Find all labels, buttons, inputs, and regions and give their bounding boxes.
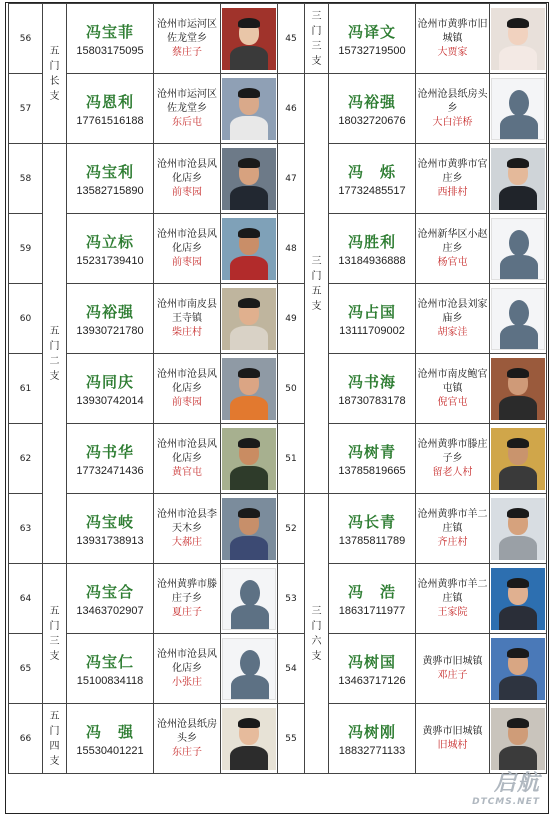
- member-name: 冯 烁: [347, 162, 396, 181]
- address-text: 沧州市沧县风化店乡: [157, 158, 217, 184]
- row-number: 46: [278, 74, 305, 144]
- phone-number: 13111709002: [339, 324, 405, 337]
- member-name: 冯宝岐: [85, 512, 134, 531]
- avatar-head-shape: [509, 230, 529, 256]
- table-row: [9, 494, 547, 564]
- address-text: 沧州市沧县风化店乡: [157, 368, 217, 394]
- member-photo: [222, 498, 276, 560]
- village-name: 夏庄子: [172, 606, 202, 618]
- row-number: 65: [9, 634, 43, 704]
- village-name: 前枣园: [172, 186, 202, 198]
- photo-hair: [507, 158, 529, 168]
- photo-cell: [490, 4, 547, 74]
- address-text: 沧州市沧县风化店乡: [157, 648, 217, 674]
- photo-hair: [238, 88, 260, 98]
- member-name: 冯宝利: [85, 162, 134, 181]
- address-text: 沧州市南皮县王寺镇: [157, 298, 217, 324]
- photo-hair: [238, 228, 260, 238]
- address-text: 沧州沧县纸房头乡: [157, 718, 217, 744]
- member-photo: [491, 708, 545, 770]
- address-cell: [154, 354, 221, 424]
- address-text: 黄骅市旧城镇: [422, 725, 483, 737]
- member-name: 冯树青: [347, 442, 396, 461]
- row-number: 61: [9, 354, 43, 424]
- photo-cell: [221, 424, 278, 494]
- watermark-subtext: DTCMS.NET: [472, 797, 540, 807]
- photo-cell: [490, 214, 547, 284]
- placeholder-avatar-icon: [222, 568, 276, 630]
- member-name: 冯树国: [347, 652, 396, 671]
- member-name: 冯占国: [347, 302, 396, 321]
- address-cell: [154, 214, 221, 284]
- branch-label: 五门二支: [49, 325, 60, 382]
- member-name: 冯 浩: [347, 582, 396, 601]
- address-cell: [416, 74, 490, 144]
- name-cell: [67, 634, 154, 704]
- avatar-shoulder-shape: [500, 325, 538, 350]
- placeholder-avatar-icon: [491, 288, 545, 350]
- village-name: 东庄子: [172, 746, 202, 758]
- village-name: 蔡庄子: [172, 46, 202, 58]
- member-photo: [491, 428, 545, 490]
- row-number: 66: [9, 704, 43, 774]
- row-number: 52: [278, 494, 305, 564]
- village-name: 倪官屯: [437, 396, 468, 408]
- name-cell: [67, 704, 154, 774]
- table-row: [9, 424, 547, 494]
- table-row: [9, 704, 547, 774]
- name-cell: [329, 704, 416, 774]
- name-cell: [67, 354, 154, 424]
- member-photo: [222, 708, 276, 770]
- address-cell: [416, 144, 490, 214]
- address-cell: [416, 424, 490, 494]
- branch-label: 五门长支: [49, 45, 60, 102]
- name-cell: [329, 354, 416, 424]
- member-photo: [222, 428, 276, 490]
- name-cell: [67, 4, 154, 74]
- address-cell: [154, 284, 221, 354]
- photo-hair: [507, 578, 529, 588]
- avatar-head-shape: [240, 580, 260, 606]
- photo-cell: [490, 284, 547, 354]
- row-number: 49: [278, 284, 305, 354]
- member-photo: [491, 148, 545, 210]
- address-text: 沧州市沧县风化店乡: [157, 228, 217, 254]
- photo-body: [230, 396, 268, 420]
- photo-hair: [507, 718, 529, 728]
- photo-cell: [490, 634, 547, 704]
- phone-number: 18032720676: [338, 114, 406, 127]
- member-name: 冯恩利: [85, 92, 134, 111]
- photo-hair: [507, 508, 529, 518]
- member-name: 冯胜利: [347, 232, 396, 251]
- member-name: 冯裕强: [85, 302, 134, 321]
- member-name: 冯长青: [347, 512, 396, 531]
- address-cell: [154, 634, 221, 704]
- address-cell: [416, 634, 490, 704]
- member-name: 冯宝菲: [85, 22, 134, 41]
- phone-number: 13930721780: [76, 324, 144, 337]
- phone-number: 15803175095: [76, 44, 144, 57]
- address-cell: [154, 704, 221, 774]
- name-cell: [67, 494, 154, 564]
- phone-number: 18631711977: [338, 604, 406, 617]
- name-cell: [67, 284, 154, 354]
- photo-hair: [238, 158, 260, 168]
- avatar-shoulder-shape: [231, 605, 269, 630]
- branch-label-cell: [305, 4, 329, 74]
- photo-body: [230, 536, 268, 560]
- photo-hair: [238, 438, 260, 448]
- village-name: 西排村: [437, 186, 468, 198]
- photo-body: [230, 256, 268, 280]
- row-number: 54: [278, 634, 305, 704]
- phone-number: 15231739410: [76, 254, 144, 267]
- phone-number: 15530401221: [76, 744, 144, 757]
- name-cell: [329, 214, 416, 284]
- photo-cell: [490, 424, 547, 494]
- name-cell: [67, 74, 154, 144]
- name-cell: [67, 564, 154, 634]
- photo-body: [230, 466, 268, 490]
- phone-number: 13785811789: [338, 534, 406, 547]
- branch-label: 五门四支: [49, 710, 60, 767]
- avatar-head-shape: [509, 300, 529, 326]
- address-text: 沧州黄骅市滕庄子乡: [417, 438, 488, 464]
- address-text: 沧州市南皮鲍官屯镇: [417, 368, 488, 394]
- village-name: 前枣园: [172, 256, 202, 268]
- photo-cell: [490, 74, 547, 144]
- photo-hair: [238, 718, 260, 728]
- photo-hair: [507, 368, 529, 378]
- address-cell: [416, 564, 490, 634]
- branch-label-cell: [43, 4, 67, 144]
- address-cell: [416, 4, 490, 74]
- member-photo: [491, 8, 545, 70]
- avatar-shoulder-shape: [231, 675, 269, 700]
- member-name: 冯书华: [85, 442, 134, 461]
- member-photo: [491, 568, 545, 630]
- address-cell: [154, 564, 221, 634]
- address-text: 沧州市沧县李天木乡: [157, 508, 217, 534]
- address-cell: [416, 284, 490, 354]
- village-name: 大白洋桥: [432, 116, 473, 128]
- address-text: 沧州新华区小赵庄乡: [417, 228, 488, 254]
- photo-hair: [238, 18, 260, 28]
- phone-number: 13931738913: [76, 534, 144, 547]
- address-cell: [154, 74, 221, 144]
- row-number: 63: [9, 494, 43, 564]
- branch-label: 三门五支: [311, 255, 322, 312]
- name-cell: [67, 144, 154, 214]
- member-name: 冯宝合: [85, 582, 134, 601]
- name-cell: [329, 494, 416, 564]
- avatar-head-shape: [240, 650, 260, 676]
- address-cell: [154, 144, 221, 214]
- address-cell: [154, 4, 221, 74]
- member-name: 冯宝仁: [85, 652, 134, 671]
- avatar-shoulder-shape: [500, 115, 538, 140]
- row-number: 60: [9, 284, 43, 354]
- address-text: 沧州市运河区佐龙堂乡: [157, 18, 217, 44]
- branch-label: 五门三支: [49, 605, 60, 662]
- address-text: 沧州黄骅市羊二庄镇: [417, 508, 488, 534]
- phone-number: 18832771133: [338, 744, 406, 757]
- photo-cell: [221, 214, 278, 284]
- branch-label: 三门三支: [311, 10, 322, 67]
- table-row: [9, 354, 547, 424]
- photo-cell: [490, 494, 547, 564]
- photo-cell: [221, 704, 278, 774]
- photo-body: [230, 116, 268, 140]
- photo-cell: [221, 144, 278, 214]
- address-text: 沧州市运河区佐龙堂乡: [157, 88, 217, 114]
- phone-number: 18730783178: [338, 394, 406, 407]
- member-photo: [222, 288, 276, 350]
- address-cell: [416, 214, 490, 284]
- name-cell: [329, 74, 416, 144]
- photo-body: [499, 466, 537, 490]
- address-cell: [416, 354, 490, 424]
- phone-number: 13463717126: [338, 674, 406, 687]
- photo-body: [230, 46, 268, 70]
- photo-cell: [490, 704, 547, 774]
- phone-number: 13463702907: [76, 604, 144, 617]
- address-text: 沧州沧县纸房头乡: [417, 88, 488, 114]
- address-cell: [416, 704, 490, 774]
- member-photo: [491, 498, 545, 560]
- photo-hair: [238, 508, 260, 518]
- table-row: [9, 634, 547, 704]
- photo-cell: [221, 634, 278, 704]
- photo-body: [230, 746, 268, 770]
- address-cell: [154, 424, 221, 494]
- photo-body: [230, 326, 268, 350]
- village-name: 旧城村: [437, 739, 468, 751]
- phone-number: 13582715890: [76, 184, 144, 197]
- village-name: 邓庄子: [437, 669, 468, 681]
- photo-hair: [238, 298, 260, 308]
- photo-hair: [507, 438, 529, 448]
- name-cell: [329, 4, 416, 74]
- address-text: 黄骅市旧城镇: [422, 655, 483, 667]
- village-name: 胡家洼: [437, 326, 468, 338]
- member-photo: [491, 358, 545, 420]
- member-photo: [491, 638, 545, 700]
- watermark-text: 启航: [493, 771, 540, 796]
- phone-number: 17761516188: [76, 114, 144, 127]
- village-name: 王家院: [437, 606, 468, 618]
- watermark-logo: [472, 766, 540, 807]
- phone-number: 13930742014: [76, 394, 144, 407]
- table-row: [9, 144, 547, 214]
- table-row: [9, 214, 547, 284]
- name-cell: [329, 564, 416, 634]
- member-name: 冯 强: [85, 722, 134, 741]
- row-number: 57: [9, 74, 43, 144]
- photo-cell: [221, 74, 278, 144]
- photo-cell: [490, 564, 547, 634]
- address-cell: [416, 494, 490, 564]
- photo-cell: [221, 4, 278, 74]
- branch-label-cell: [305, 74, 329, 494]
- row-number: 56: [9, 4, 43, 74]
- row-number: 58: [9, 144, 43, 214]
- row-number: 51: [278, 424, 305, 494]
- placeholder-avatar-icon: [222, 638, 276, 700]
- phone-number: 13785819665: [338, 464, 406, 477]
- name-cell: [329, 144, 416, 214]
- village-name: 柴庄村: [172, 326, 202, 338]
- member-name: 冯立标: [85, 232, 134, 251]
- member-name: 冯译文: [347, 22, 396, 41]
- village-name: 大郝庄: [172, 536, 202, 548]
- placeholder-avatar-icon: [491, 218, 545, 280]
- address-text: 沧州黄骅市羊二庄镇: [417, 578, 488, 604]
- photo-hair: [238, 368, 260, 378]
- village-name: 留老人村: [432, 466, 473, 478]
- photo-hair: [507, 648, 529, 658]
- member-name: 冯树刚: [347, 722, 396, 741]
- address-text: 沧州市黄骅市官庄乡: [417, 158, 488, 184]
- member-name: 冯书海: [347, 372, 396, 391]
- photo-body: [499, 186, 537, 210]
- village-name: 杨官屯: [437, 256, 468, 268]
- photo-cell: [490, 144, 547, 214]
- name-cell: [67, 424, 154, 494]
- table-row: [9, 564, 547, 634]
- village-name: 前枣园: [172, 396, 202, 408]
- village-name: 齐庄村: [437, 536, 468, 548]
- member-photo: [222, 78, 276, 140]
- row-number: 47: [278, 144, 305, 214]
- row-number: 64: [9, 564, 43, 634]
- branch-label: 三门六支: [311, 605, 322, 662]
- row-number: 45: [278, 4, 305, 74]
- branch-label-cell: [43, 144, 67, 564]
- phone-number: 15100834118: [76, 674, 144, 687]
- table-row: [9, 284, 547, 354]
- row-number: 50: [278, 354, 305, 424]
- address-cell: [154, 494, 221, 564]
- village-name: 东后屯: [172, 116, 202, 128]
- name-cell: [329, 424, 416, 494]
- member-name: 冯裕强: [347, 92, 396, 111]
- photo-body: [499, 396, 537, 420]
- photo-cell: [221, 564, 278, 634]
- village-name: 小张庄: [172, 676, 202, 688]
- branch-label-cell: [43, 564, 67, 704]
- member-photo: [222, 218, 276, 280]
- photo-body: [499, 676, 537, 700]
- photo-body: [499, 536, 537, 560]
- phone-number: 17732471436: [76, 464, 144, 477]
- branch-label-cell: [43, 704, 67, 774]
- name-cell: [67, 214, 154, 284]
- member-table: [8, 3, 547, 774]
- phone-number: 17732485517: [338, 184, 406, 197]
- photo-hair: [507, 18, 529, 28]
- photo-cell: [490, 354, 547, 424]
- photo-cell: [221, 284, 278, 354]
- phone-number: 15732719500: [338, 44, 406, 57]
- member-photo: [222, 8, 276, 70]
- phone-number: 13184936888: [338, 254, 406, 267]
- address-text: 沧州黄骅市滕庄子乡: [157, 578, 217, 604]
- table-row: [9, 74, 547, 144]
- photo-body: [230, 186, 268, 210]
- avatar-shoulder-shape: [500, 255, 538, 280]
- row-number: 53: [278, 564, 305, 634]
- placeholder-avatar-icon: [491, 78, 545, 140]
- branch-label-cell: [305, 494, 329, 774]
- photo-cell: [221, 354, 278, 424]
- village-name: 黄官屯: [172, 466, 202, 478]
- row-number: 48: [278, 214, 305, 284]
- member-photo: [222, 358, 276, 420]
- address-text: 沧州市沧县刘家庙乡: [417, 298, 488, 324]
- row-number: 59: [9, 214, 43, 284]
- photo-body: [499, 46, 537, 70]
- name-cell: [329, 634, 416, 704]
- row-number: 62: [9, 424, 43, 494]
- row-number: 55: [278, 704, 305, 774]
- photo-cell: [221, 494, 278, 564]
- name-cell: [329, 284, 416, 354]
- address-text: 沧州市黄骅市旧城镇: [417, 18, 488, 44]
- table-row: [9, 4, 547, 74]
- member-photo: [222, 148, 276, 210]
- address-text: 沧州市沧县风化店乡: [157, 438, 217, 464]
- village-name: 大贾家: [437, 46, 468, 58]
- photo-body: [499, 606, 537, 630]
- avatar-head-shape: [509, 90, 529, 116]
- member-name: 冯同庆: [85, 372, 134, 391]
